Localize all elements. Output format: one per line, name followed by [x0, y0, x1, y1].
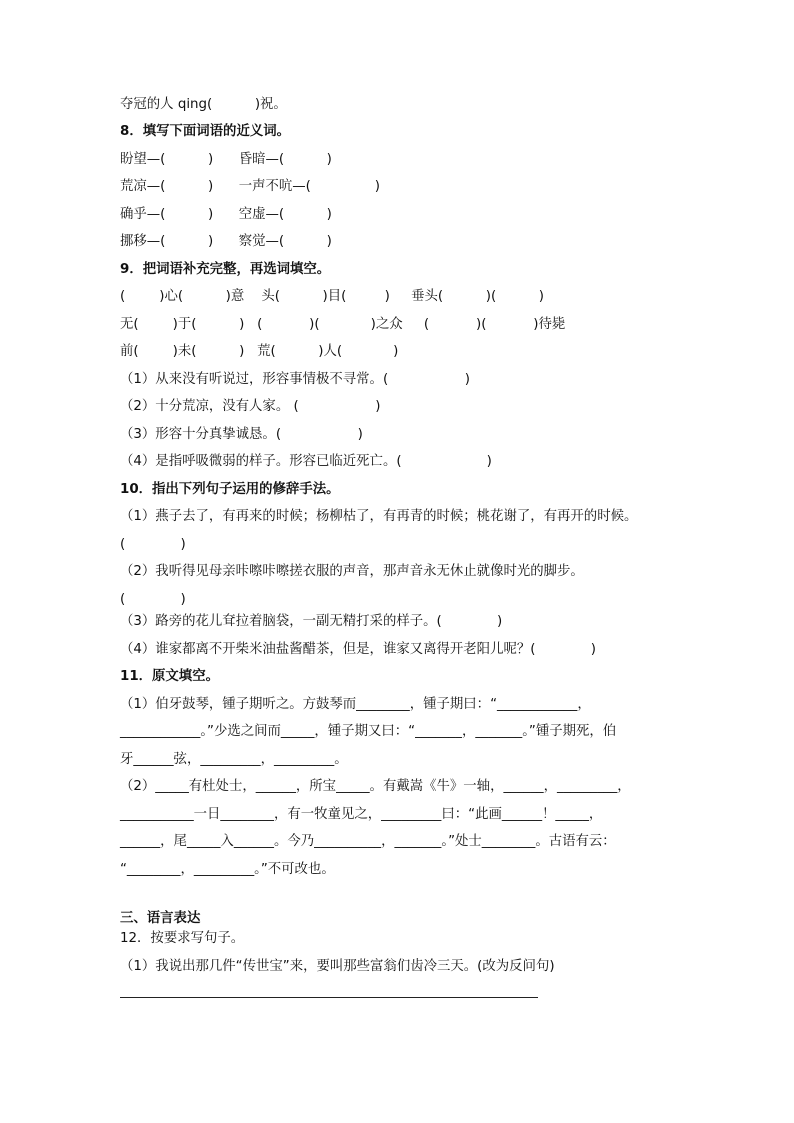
text-line: 夺冠的人 qing( )祝。 — [120, 97, 287, 112]
text-line: 9．把词语补充完整，再选词填空。 — [120, 262, 331, 277]
text-line: 三、语言表达 — [120, 911, 201, 926]
text-line: 盼望—( ) 昏暗—( ) — [120, 152, 332, 167]
text-line: 荒凉—( ) 一声不吭—( ) — [120, 179, 380, 194]
text-line: （3）形容十分真挚诚恳。( ) — [120, 427, 363, 442]
text-line: 确乎—( ) 空虚—( ) — [120, 207, 332, 222]
text-line: （1）我说出那几件“传世宝”来，要叫那些富翁们齿冷三天。(改为反问句) — [120, 959, 555, 974]
text-line: ___________一日________，有一牧童见之，_________曰：“此画______！_____， — [120, 807, 603, 822]
text-line: ____________。”少选之间而_____，锺子期又曰：“_______，_______。”锺子期死，伯 — [120, 724, 617, 739]
text-line: （1）从来没有听说过，形容事情极不寻常。( ) — [120, 372, 471, 387]
text-line: “________，_________。”不可改也。 — [120, 862, 335, 877]
text-line: （1）伯牙鼓琴，锺子期听之。方鼓琴而________，锺子期曰：“____________， — [120, 697, 591, 712]
text-line: 牙______弦，_________，_________。 — [120, 752, 348, 767]
text-line: 无( )于( ) ( )( )之众 ( )( )待毙 — [120, 317, 566, 332]
text-line: （3）路旁的花儿耷拉着脑袋，一副无精打采的样子。( ) — [120, 614, 503, 629]
text-line: ( )心( )意 头( )目( ) 垂头( )( ) — [120, 289, 544, 304]
text-line: ( ) — [120, 592, 186, 607]
text-line: 11．原文填空。 — [120, 669, 219, 684]
text-line: ______，尾_____入______。今乃__________，_______。”处士________。古语有云： — [120, 834, 616, 849]
answer-line[interactable] — [120, 997, 538, 998]
text-line: 挪移—( ) 察觉—( ) — [120, 234, 332, 249]
text-line: 前( )未( ) 荒( )人( ) — [120, 344, 399, 359]
text-line: （2）我听得见母亲咔嚓咔嚓搓衣服的声音，那声音永无休止就像时光的脚步。 — [120, 564, 584, 579]
text-line: （2）十分荒凉，没有人家。 ( ) — [120, 399, 381, 414]
text-line: 8．填写下面词语的近义词。 — [120, 124, 291, 139]
text-line: 12．按要求写句子。 — [120, 931, 245, 946]
text-line: （2）_____有杜处士，______，所宝_____。有戴嵩《牛》一轴，______，_________， — [120, 779, 631, 794]
text-line: ( ) — [120, 537, 186, 552]
text-line: （4）谁家都离不开柴米油盐酱醋茶，但是，谁家又离得开老阳儿呢？( ) — [120, 642, 597, 657]
text-line: （1）燕子去了，有再来的时候；杨柳枯了，有再青的时候；桃花谢了，有再开的时候。 — [120, 509, 638, 524]
text-line: （4）是指呼吸微弱的样子。形容已临近死亡。( ) — [120, 454, 492, 469]
text-line: 10．指出下列句子运用的修辞手法。 — [120, 482, 340, 497]
